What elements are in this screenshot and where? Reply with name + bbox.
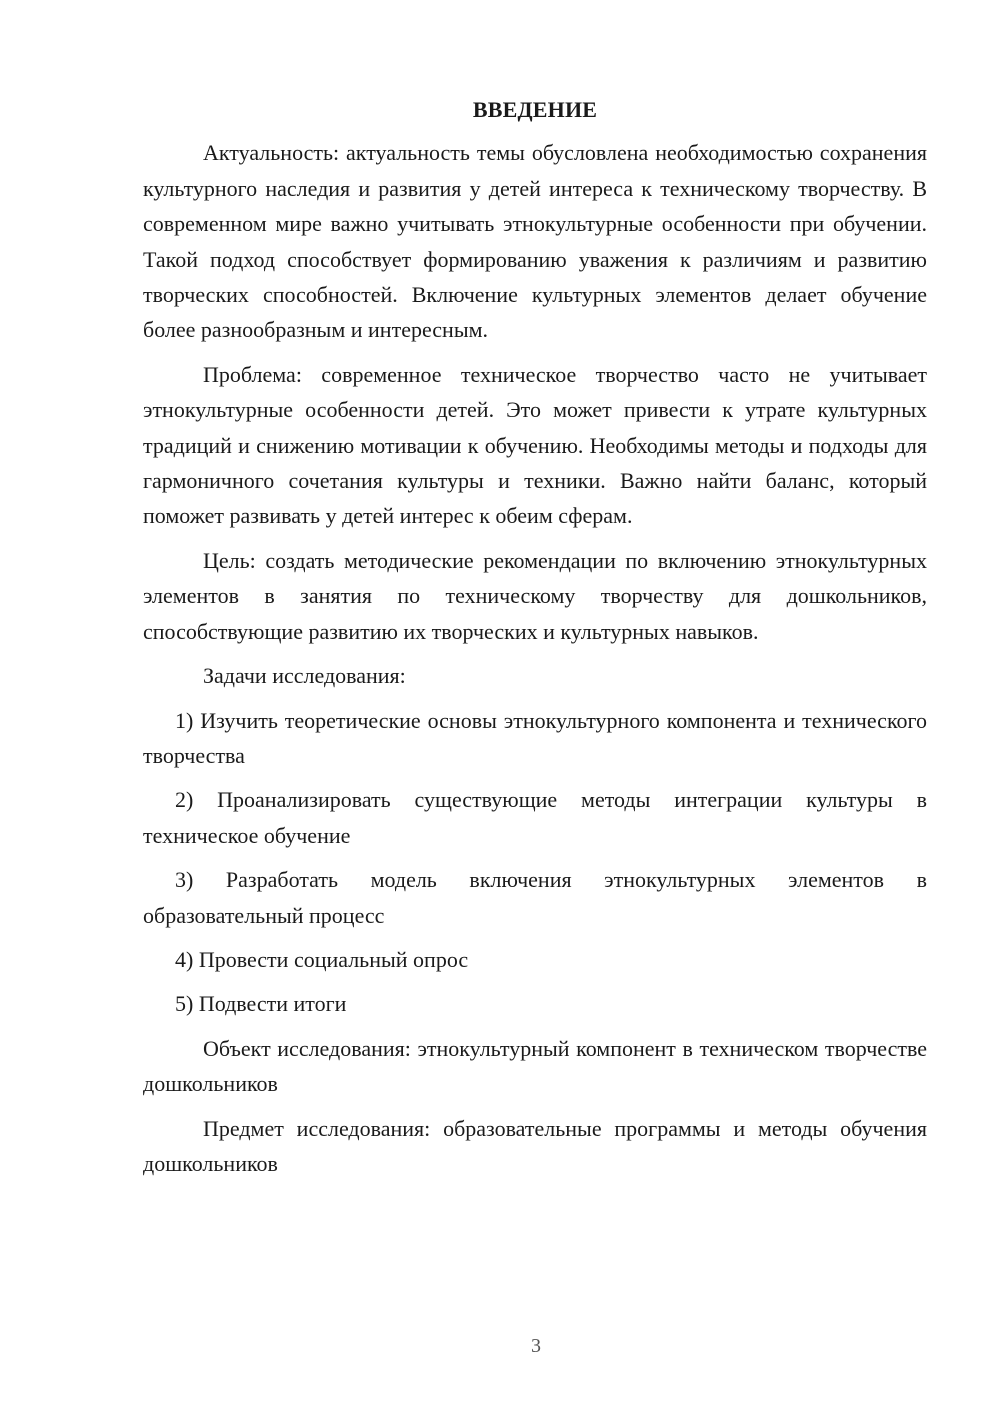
task-item-4: 4) Провести социальный опрос bbox=[175, 946, 469, 972]
task-item-3: 3) Разработать модель включения этнокультурных элементов в образовательный процесс bbox=[143, 867, 927, 928]
tasks-heading: Задачи исследования: bbox=[203, 663, 406, 689]
tasks-list bbox=[143, 703, 927, 1022]
page-number: 3 bbox=[531, 1335, 541, 1357]
task-item-5: 5) Подвести итоги bbox=[175, 991, 347, 1017]
task-item-1: 1) Изучить теоретические основы этнокультурного компонента и технического творчества bbox=[143, 707, 927, 768]
goal-paragraph: Цель: создать методические рекомендации по включению этнокультурных элементов в занятия по техническому творчеству для дошкольников, способствующие развитию их творческих и культурных навыков. bbox=[143, 547, 927, 644]
page-content bbox=[143, 92, 927, 1190]
section-title: ВВЕДЕНИЕ bbox=[472, 97, 598, 122]
problem-paragraph: Проблема: современное техническое творчество часто не учитывает этнокультурные особенности детей. Это может привести к утрате культурных традиций и снижению мотивации к обучению. Необходимы методы и подходы для гармоничного сочетания культуры и техники. Важно найти баланс, который поможет развивать у детей интерес к обеим сферам. bbox=[143, 361, 927, 529]
task-item-2: 2) Проанализировать существующие методы интеграции культуры в техническое обучение bbox=[143, 787, 927, 848]
subject-paragraph: Предмет исследования: образовательные программы и методы обучения дошкольников bbox=[143, 1115, 927, 1176]
relevance-paragraph: Актуальность: актуальность темы обусловлена необходимостью сохранения культурного наследия и развития у детей интереса к техническому творчеству. В современном мире важно учитывать этнокультурные особенности при обучении. Такой подход способствует формированию уважения к различиям и развитию творческих способностей. Включение культурных элементов делает обучение более разнообразным и интересным. bbox=[143, 140, 927, 343]
object-paragraph: Объект исследования: этнокультурный компонент в техническом творчестве дошкольников bbox=[143, 1035, 927, 1097]
